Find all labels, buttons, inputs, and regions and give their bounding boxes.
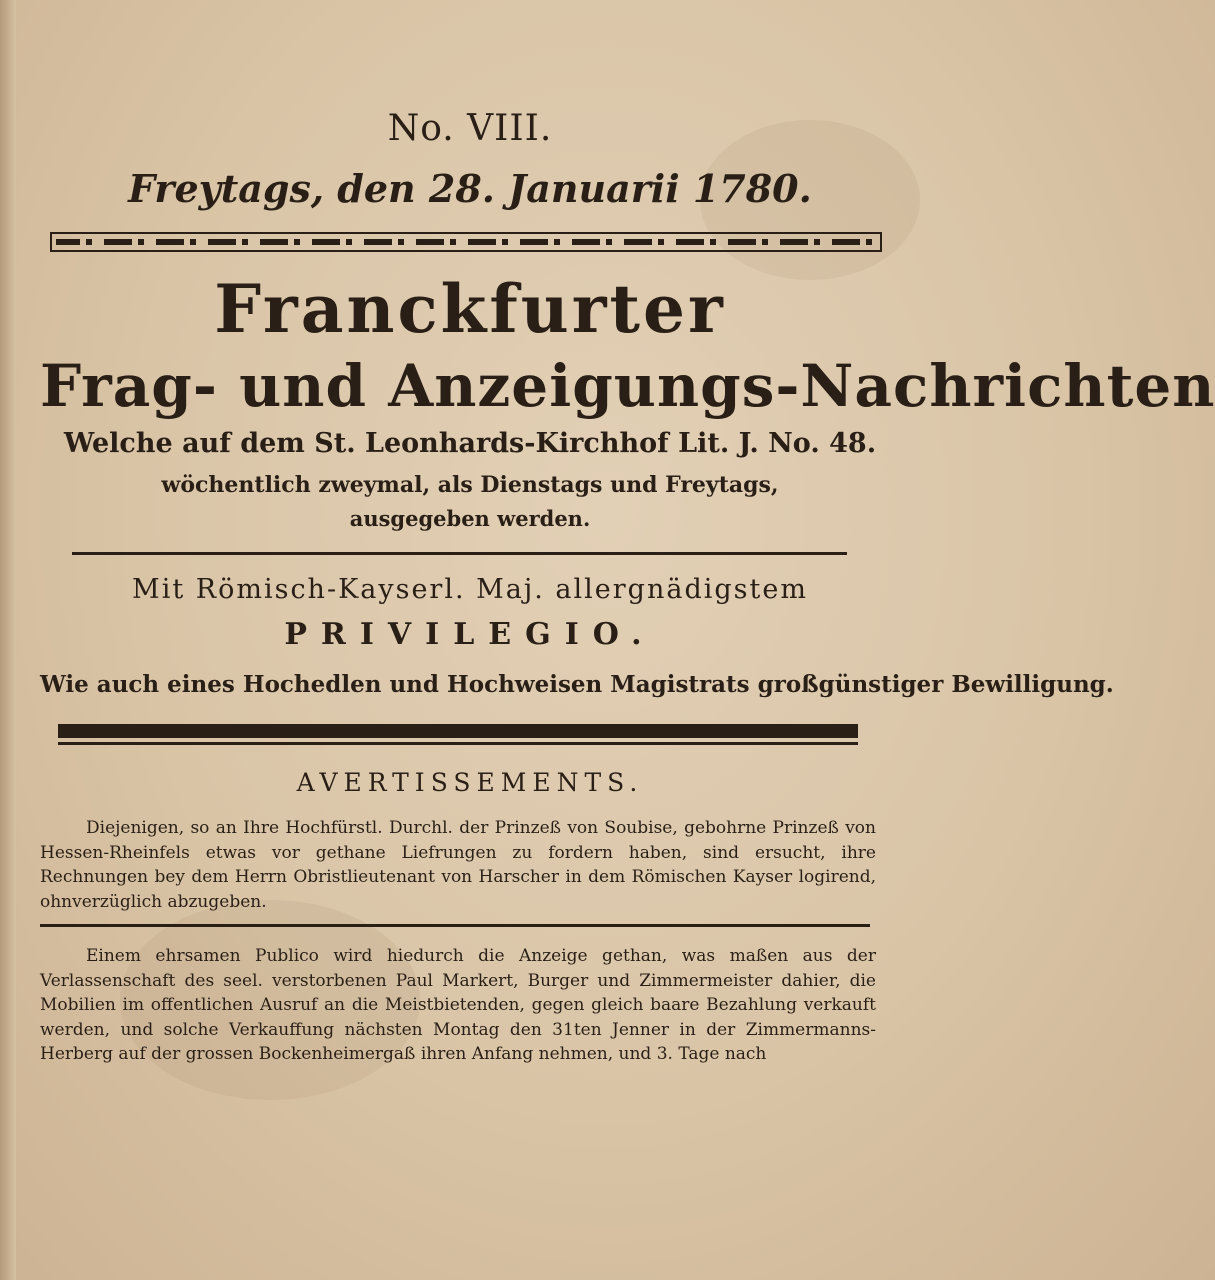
magistrate-approval: Wie auch eines Hochedlen und Hochweisen Magistrats großgünstiger Bewilligung. [40,671,1114,698]
divider-rule [72,552,847,555]
privilege-intro: Mit Römisch-Kayserl. Maj. allergnädigstem [132,574,808,605]
section-heading: AVERTISSEMENTS. [296,768,644,797]
issue-date: Freytags, den 28. Januarii 1780. [128,166,812,211]
notice-paragraph: Einem ehrsamen Publico wird hiedurch die Anzeige gethan, was maßen aus der Verlassenschaft des seel. verstorbenen Paul Markert, Burger und Zimmermeister dahier, die Mobilien im offentlichen Ausruf an die Meistbietenden, gegen gleich baare Bezahlung verkauft werden, und solche Verkauffung nächsten Montag den 31ten Jenner in der Zimmermanns-Herberg auf der grossen Bockenheimergaß ihren Anfang nehmen, und 3. Tage nach [40,946,876,1064]
newspaper-title: Franckfurter [214,270,726,348]
newspaper-title-line2: Frag- und Anzeigungs-Nachrichten [40,352,1215,420]
publication-schedule: wöchentlich zweymal, als Dienstags und Freytags, [161,472,779,498]
publication-note: ausgegeben werden. [349,506,591,531]
divider-rule [58,742,858,745]
privilege-title: PRIVILEGIO. [284,617,656,652]
notice-separator [40,924,870,927]
thick-divider [58,724,858,738]
notice-paragraph: Diejenigen, so an Ihre Hochfürstl. Durchl. der Prinzeß von Soubise, gebohrne Prinzeß von Hessen-Rheinfels etwas vor gethane Liefrungen zu fordern haben, sind ersucht, ihre Rechnungen bey dem Herrn Obristlieutenant von Harscher in dem Römischen Kayser logirend, ohnverzüglich abzugeben. [40,818,876,912]
issue-number: No. VIII. [387,108,553,149]
publisher-address: Welche auf dem St. Leonhards-Kirchhof Lit. J. No. 48. [63,428,877,459]
page-edge [0,0,16,1280]
ornamental-border [50,232,882,252]
